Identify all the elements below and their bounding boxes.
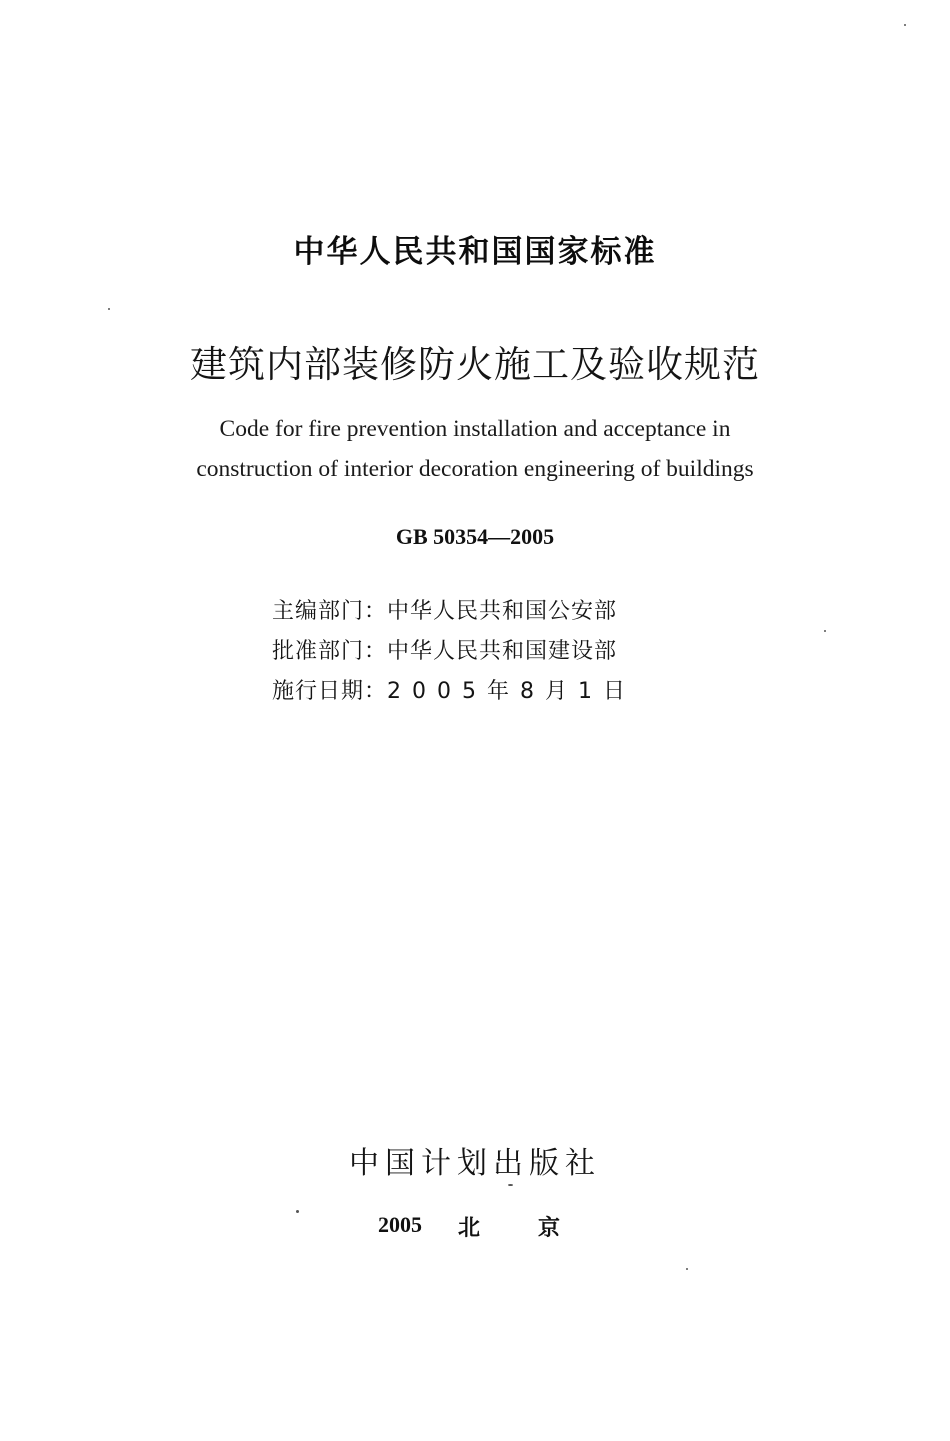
- meta-row-editor-department: [272, 594, 617, 625]
- document-title-chinese: 建筑内部装修防火施工及验收规范: [190, 343, 760, 386]
- meta-value: 2005年8月1日: [387, 679, 636, 704]
- publication-year: 2005: [378, 1212, 422, 1237]
- meta-row-approval-department: [272, 634, 617, 665]
- document-title-english-line-1: Code for fire prevention installation and acceptance in: [219, 416, 731, 442]
- publication-city-char-2: 京: [538, 1216, 561, 1241]
- meta-value: 中华人民共和国公安部: [387, 599, 618, 624]
- document-title-english-line-2: construction of interior decoration engineering of buildings: [196, 456, 754, 482]
- publisher-name: 中国计划出版社: [349, 1146, 601, 1181]
- standard-code: GB 50354—2005: [395, 524, 555, 549]
- scan-speck: [686, 1268, 688, 1270]
- meta-label: 批准部门：: [272, 639, 388, 664]
- publication-city-char-1: 北: [458, 1216, 481, 1241]
- scan-speck: [108, 308, 110, 310]
- scan-speck: [508, 1184, 513, 1186]
- scan-speck: [824, 630, 826, 632]
- scan-speck: [904, 24, 906, 26]
- meta-row-effective-date: [272, 674, 636, 705]
- meta-label: 施行日期：: [272, 679, 388, 704]
- meta-value: 中华人民共和国建设部: [387, 639, 618, 664]
- scan-speck: [296, 1210, 299, 1213]
- standard-series-title: 中华人民共和国国家标准: [293, 234, 657, 270]
- meta-label: 主编部门：: [272, 599, 388, 624]
